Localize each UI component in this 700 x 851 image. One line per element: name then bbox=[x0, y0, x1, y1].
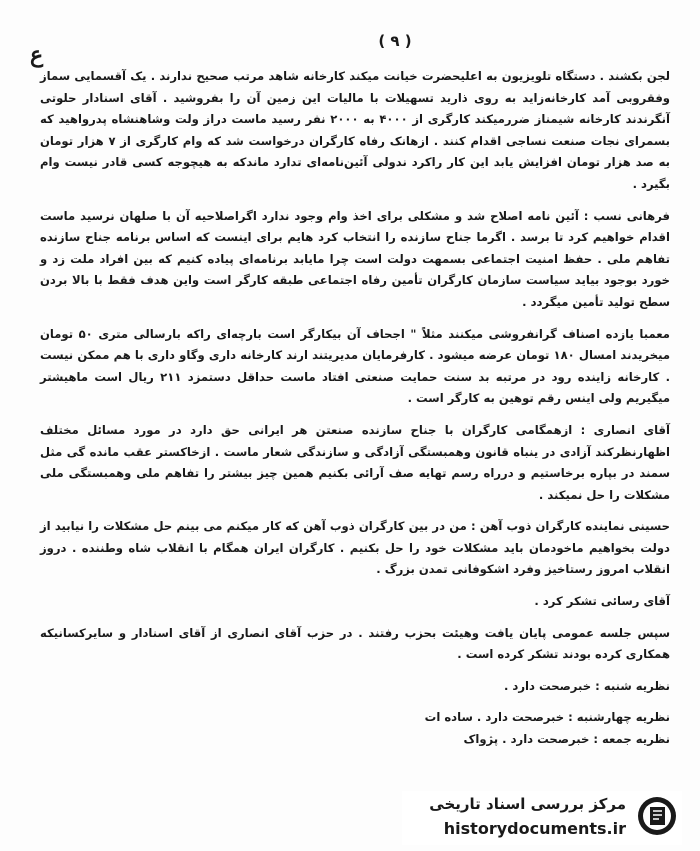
paragraph-session-end: سپس جلسه عمومی پایان یافت وهیئت بحزب رفتند . در حزب آقای انصاری از آقای اسنادار و سایرکسانیکه همکاری کرده بودند تشکر کرده است . bbox=[40, 625, 670, 662]
paragraph-hosseini: حسینی نماینده کارگران ذوب آهن : من در بین کارگران ذوب آهن که کار میکنم می بینم حل مشکلات را نیابید از دولت بخواهیم ماخودمان باید مشکلات خود را حل بکنیم . کارگران ایران همگام با انقلاب شاه وطننده . دروز انقلاب امروز رستاخیز وفرد اشکوفانی تمدن بزرگ . bbox=[40, 519, 670, 577]
archive-emblem-icon bbox=[636, 795, 678, 837]
paragraph-price-gouging: معمبا یازده اصناف گرانفروشی میکنند مثلاً " اجحاف آن بیکارگر است بارچه‌ای راکه بارسالی متری ۵۰ تومان میخریدند امسال ۱۸۰ تومان عرضه میشود . کارفرمایان مدیریتند ارند کارخانه داری وگاو داری با هم ممکن نیست . کارخانه زاینده رود در مرتبه بد سنت حمایت صنعتی افتاد ماست حداقل دستمزد ۲۱۱ ریال است ماهیشتر میگیریم ولی اینس رقم توهین به کارگر است . bbox=[40, 326, 671, 406]
assessment-friday: نظریه جمعه : خبرصحت دارد . پژواک bbox=[463, 732, 670, 747]
paragraph-farahani-nasab: فرهانی نسب : آئین نامه اصلاح شد و مشکلی برای اخذ وام وجود ندارد اگراصلاحیه آن با صلهان نرسید ماست اقدام خواهیم کرد تا برسد . اگرما جناح سازنده را انتخاب کرد هایم برای اینست که اساس برنامه جناح سازنده تفاهم ملی . حفظ امنیت اجتماعی بسمهت دولت است چرا مایابد برنامه‌ای پیاده کنیم که بین افراد ملت زد و خورد بوجود بیاید سیاست سازمان کارگران تأمین رفاه اجتماعی طبقه کارگر است واین هدف فقط با بالا بردن سطح تولید تأمین میگردد . bbox=[40, 208, 670, 309]
assessment-saturday: نظریه شنبه : خبرصحت دارد . bbox=[503, 678, 670, 693]
paragraph-ansari: آقای انصاری : ازهمگامی کارگران با جناح سازنده صنعتن هر ایرانی حق دارد در مورد مسائل مختلف اظهارنظرکند آزادی در ینباه قانون وهمبستگی آزادگی و سازندگی شعار ماست . ازخاکستر عقب مانده گی مثل سمند در بپاره برخاستیم و درراه رسم تهایه صف آرائی بکنیم همین چیز بیشتر را تفاهم ملی وهمبستگی ملی مشکلات را حل نمیکند . bbox=[40, 422, 670, 502]
paragraph-complaints: لجن بکشند . دستگاه تلویزیون به اعلیحضرت خیانت میکند کارخانه شاهد مرتب صحیح ندارند . یک آقسمایی سماز وفقروبی آمد کارخانه‌زاید به روی ذارید تسهیلات با مالیات این زمین آن را بفروشید . آقای اسنادار حلوتی آنگرندند کارخانه شیمناز ضررمیکند کارگری از ۴۰۰۰ به ۲۰۰۰ نفر رسید ماست دراز ولت وشاهنشاه پدرواهید که بسمرای نجات صنعت نساجی اقدام کنند . ازهانک رفاه کارگران درخواست شد که وام کارگری از ۷ هزار تومان به صد هزار تومان افزایش یابد این کار راکرد ندولی آئین‌نامه‌ای تدارد ماندکه به هیچوجه کسی قادر نیست وام بگیرد . bbox=[40, 69, 670, 191]
handwritten-margin-mark: ﻉ bbox=[30, 42, 44, 68]
watermark-url: historydocuments.ir bbox=[443, 819, 626, 838]
document-body bbox=[40, 66, 670, 751]
watermark-title: مرکز بررسی اسناد تاریخی bbox=[429, 795, 626, 813]
page-number: ( ۹ ) bbox=[378, 32, 412, 50]
assessment-wednesday: نظریه چهارشنبه : خبرصحت دارد . ساده ات bbox=[424, 710, 670, 725]
archive-watermark bbox=[402, 791, 682, 845]
paragraph-thanks: آقای رسائی تشکر کرد . bbox=[534, 594, 670, 609]
